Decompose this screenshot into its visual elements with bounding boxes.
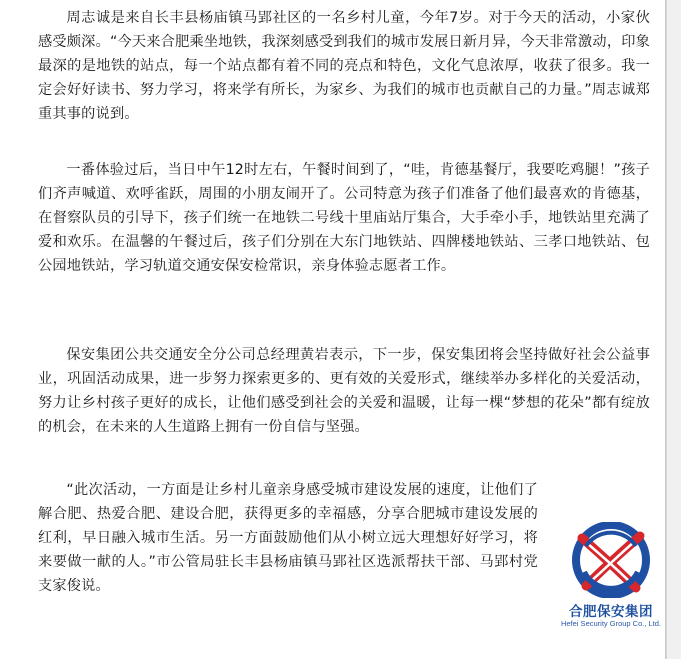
paragraph-1: 周志诚是来自长丰县杨庙镇马郢社区的一名乡村儿童，今年7岁。对于今天的活动，小家伙感受颇深。“今天来合肥乘坐地铁，我深刻感受到我们的城市发展日新月异，今天非常激动，印象最深的是地铁的站点，每一个站点都有着不同的亮点和特色，文化气息浓厚，收获了很多。我一定会好好读书、努力学习，将来学有所长，为家乡、为我们的城市也贡献自己的力量。”周志诚郑重其事的说到。	[38, 10, 650, 122]
vertical-scrollbar[interactable]	[666, 0, 681, 659]
company-logo	[558, 522, 664, 632]
logo-name-cn: 合肥保安集团	[569, 604, 653, 620]
paragraph-3: 保安集团公共交通安全分公司总经理黄岩表示，下一步，保安集团将会坚持做好社会公益事业，巩固活动成果，进一步努力探索更多的、更有效的关爱形式，继续举办多样化的关爱活动，努力让乡村孩子更好的成长，让他们感受到社会的关爱和温暖，让每一棵“梦想的花朵”都有绽放的机会，在未来的人生道路上拥有一份自信与坚强。	[38, 347, 650, 435]
paragraph-4: “此次活动，一方面是让乡村儿童亲身感受城市建设发展的速度，让他们了解合肥、热爱合肥、建设合肥，获得更多的幸福感，分享合肥城市建设发展的红利，早日融入城市生活。另一方面鼓励他们从小树立远大理想好好学习，将来要做一献的人。”市公管局驻长丰县杨庙镇马郢社区选派帮扶干部、马郢村党支家俊说。	[38, 482, 538, 594]
hefei-security-emblem-icon	[562, 522, 660, 598]
logo-name-en: Hefei Security Group Co., Ltd.	[560, 619, 662, 628]
paragraph-2: 一番体验过后，当日中午12时左右，午餐时间到了，“哇，肯德基餐厅，我要吃鸡腿！”孩子们齐声喊道、欢呼雀跃，周围的小朋友闹开了。公司特意为孩子们准备了他们最喜欢的肯德基，在督察队员的引导下，孩子们统一在地铁二号线十里庙站厅集合，大手牵小手，地铁站里充满了爱和欢乐。在温馨的午餐过后，孩子们分别在大东门地铁站、四牌楼地铁站、三孝口地铁站、包公园地铁站，学习轨道交通安保安检常识，亲身体验志愿者工作。	[38, 162, 650, 274]
